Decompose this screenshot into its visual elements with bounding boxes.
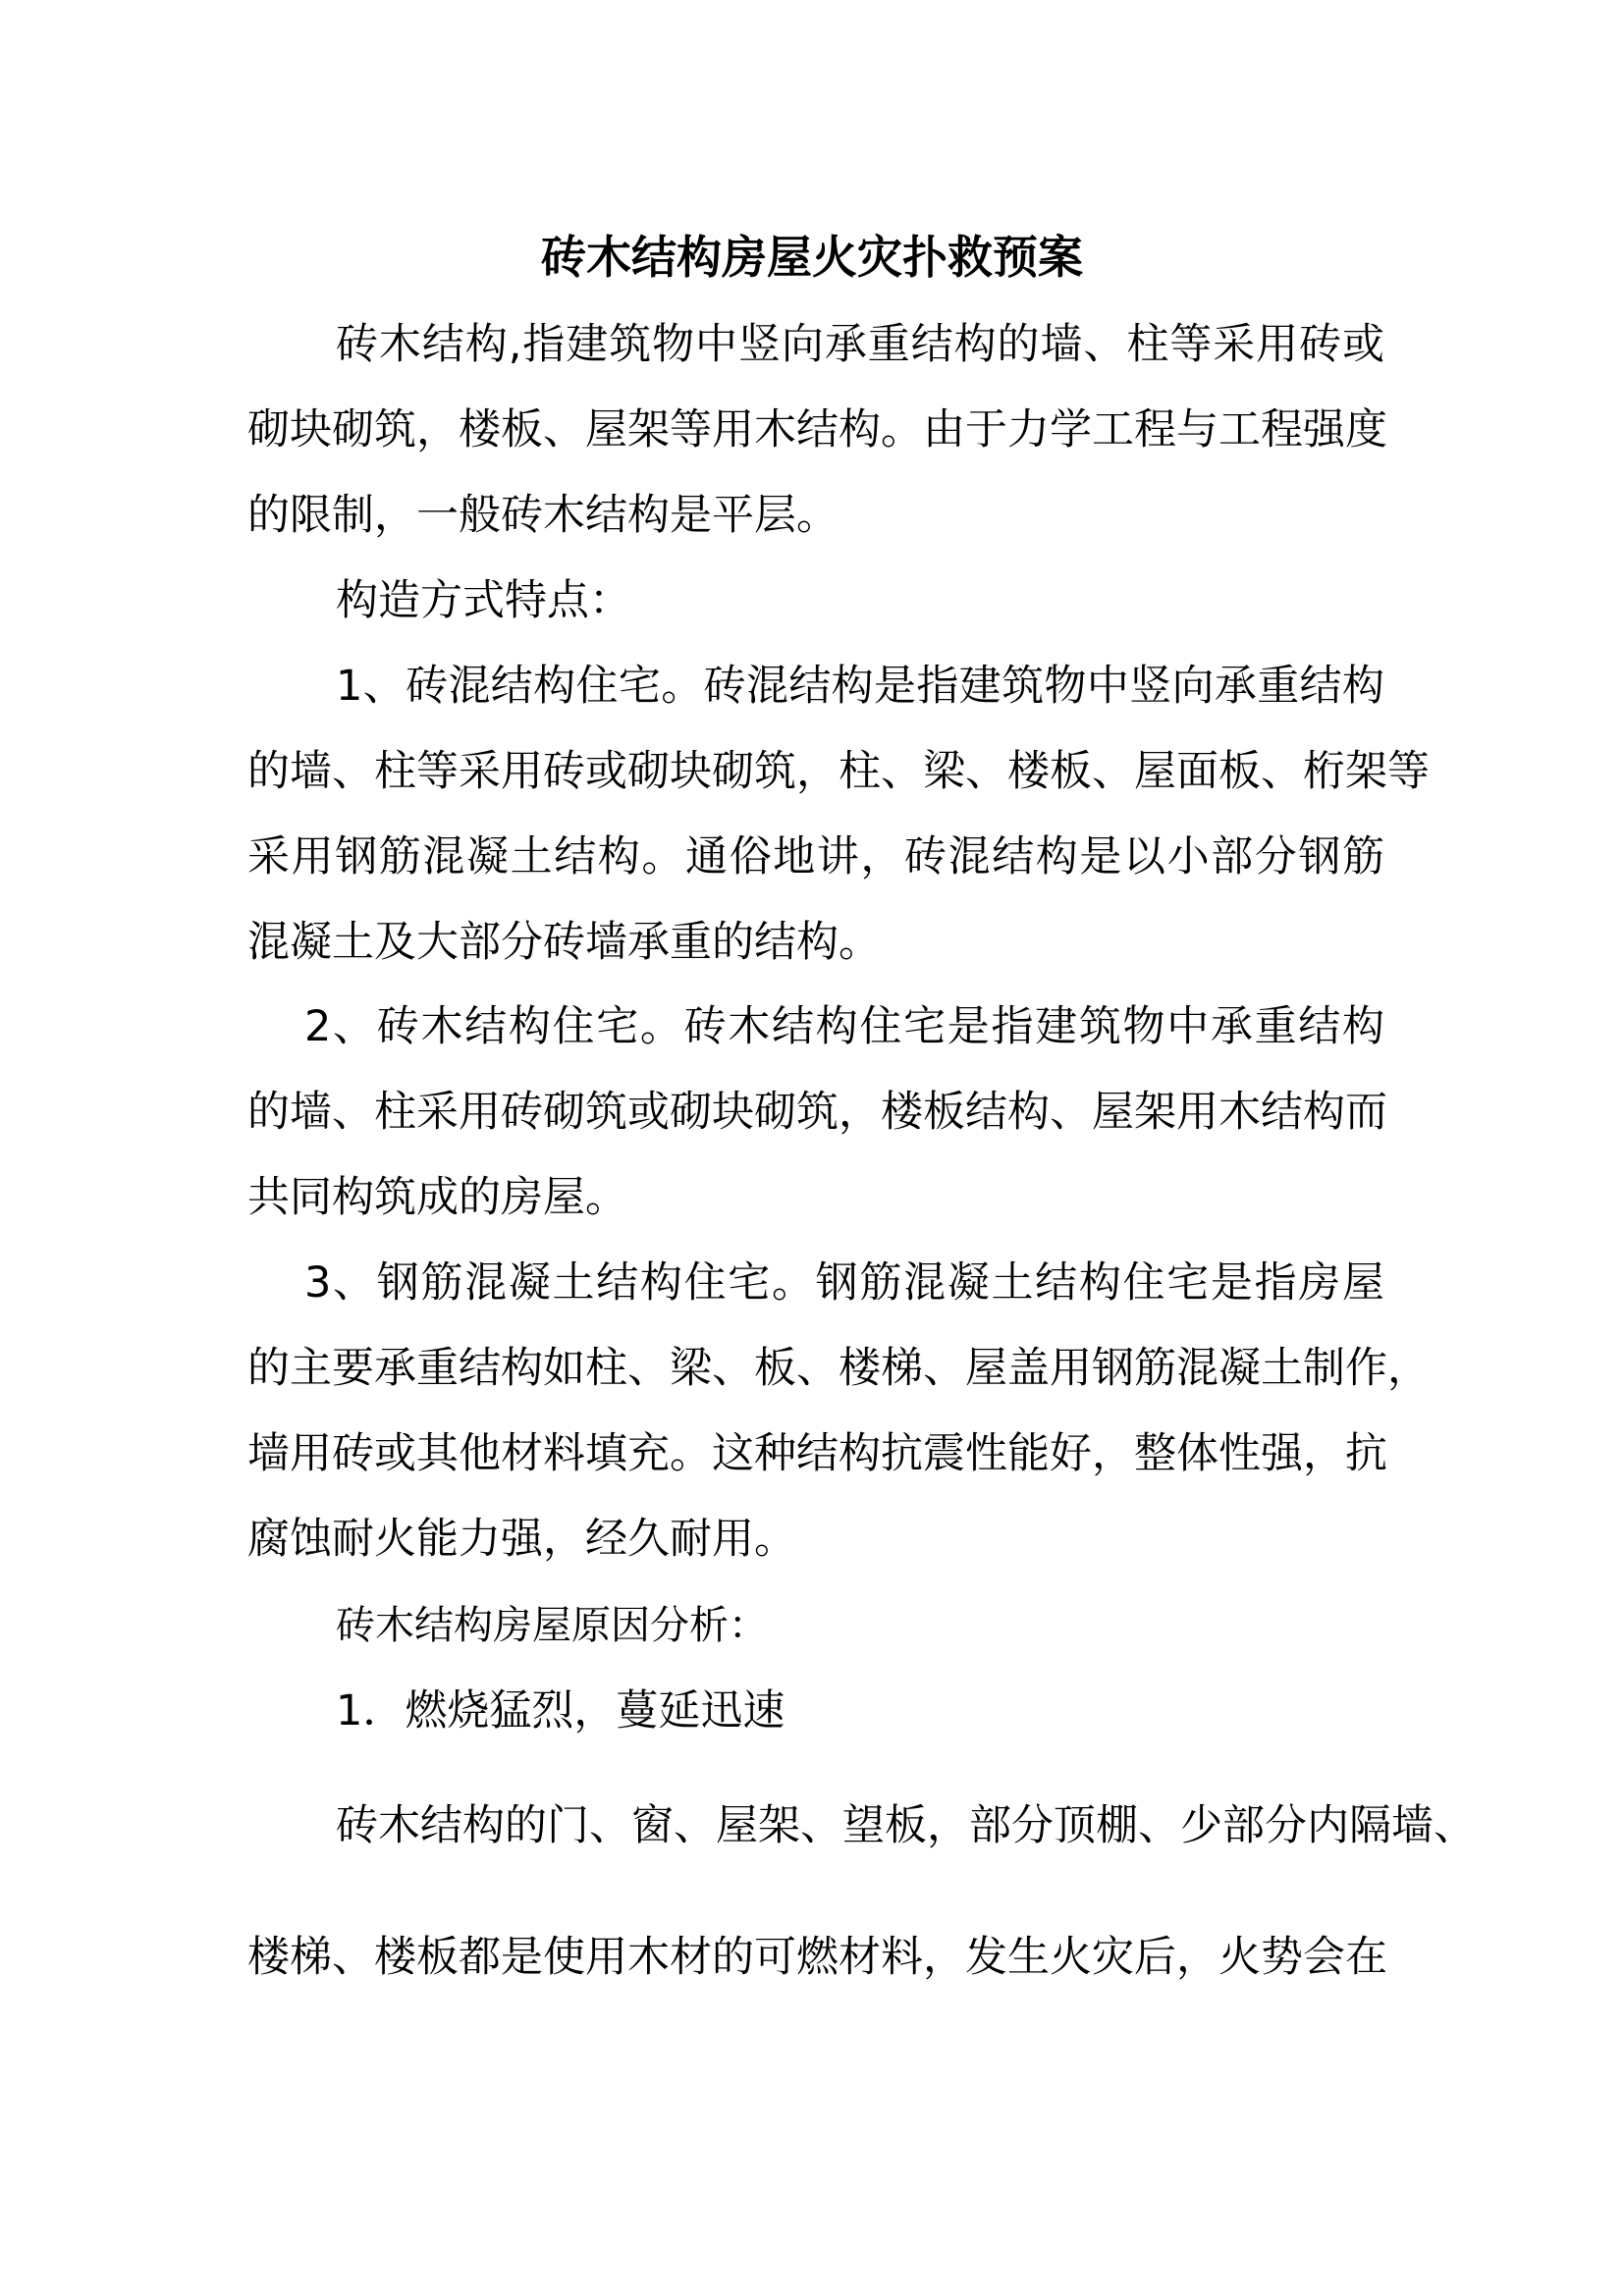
paragraph-line: 3、钢筋混凝土结构住宅。钢筋混凝土结构住宅是指房屋 — [304, 1258, 1384, 1308]
paragraph-line: 混凝土及大部分砖墙承重的结构。 — [247, 918, 881, 967]
section-heading: 砖木结构房屋原因分析： — [336, 1603, 768, 1648]
paragraph-line: 的墙、柱等采用砖或砌块砌筑，柱、梁、楼板、屋面板、桁架等 — [247, 747, 1430, 796]
section-heading: 构造方式特点： — [336, 576, 631, 625]
paragraph-line: 砌块砌筑，楼板、屋架等用木结构。由于力学工程与工程强度 — [247, 405, 1387, 454]
paragraph-line: 楼梯、楼板都是使用木材的可燃材料，发生火灾后，火势会在 — [247, 1933, 1387, 1982]
paragraph-line: 采用钢筋混凝土结构。通俗地讲，砖混结构是以小部分钢筋 — [247, 832, 1384, 881]
paragraph-line: 共同构筑成的房屋。 — [247, 1173, 627, 1222]
paragraph-line: 墙用砖或其他材料填充。这种结构抗震性能好，整体性强，抗 — [247, 1429, 1387, 1478]
paragraph-line: 2、砖木结构住宅。砖木结构住宅是指建筑物中承重结构 — [304, 1002, 1384, 1051]
document-title: 砖木结构房屋火灾扑救预案 — [541, 231, 1083, 284]
paragraph-line: 的主要承重结构如柱、梁、板、楼梯、屋盖用钢筋混凝土制作， — [247, 1344, 1430, 1393]
paragraph-line: 砖木结构的门、窗、屋架、望板，部分顶棚、少部分内隔墙、 — [336, 1801, 1476, 1850]
paragraph-line: 的墙、柱采用砖砌筑或砌块砌筑，楼板结构、屋架用木结构而 — [247, 1088, 1387, 1137]
paragraph-line: 1、砖混结构住宅。砖混结构是指建筑物中竖向承重结构 — [336, 662, 1384, 711]
paragraph-line: 砖木结构,指建筑物中竖向承重结构的墙、柱等采用砖或 — [336, 320, 1384, 369]
paragraph-line: 的限制，一般砖木结构是平层。 — [247, 491, 839, 540]
paragraph-line: 腐蚀耐火能力强，经久耐用。 — [247, 1515, 796, 1564]
subsection-heading: 1．燃烧猛烈，蔓延迅速 — [336, 1686, 785, 1735]
